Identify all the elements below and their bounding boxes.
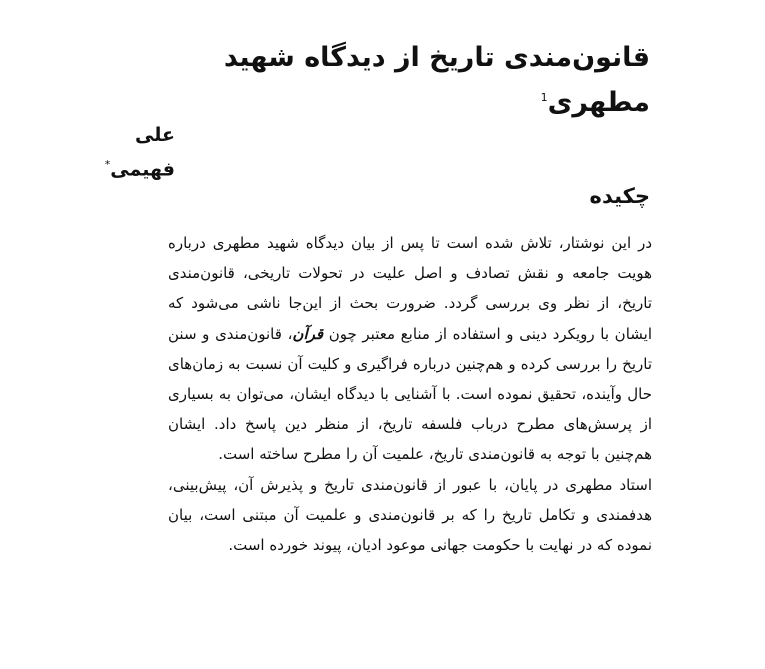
paper-title xyxy=(120,38,650,123)
abstract-body xyxy=(168,228,652,560)
abstract-paragraph-2: استاد مطهری در پایان، با عبور از قانون‌مندی تاریخ و پذیرش آن، پیش‌بینی، هدفمندی و تکامل تاریخ را که بر قانون‌مندی و علمیت آن مبتنی است، بیان نموده که در نهایت با حکومت جهانی موعود ادیان، پیوند خورده است. xyxy=(168,475,652,555)
abstract-paragraph-1 xyxy=(168,228,652,470)
author-footnote-marker: * xyxy=(104,158,111,171)
abstract-p1-part1: در این نوشتار، تلاش شده است تا پس از بیان دیدگاه شهید مطهری درباره هویت جامعه و نقش تصادف و اصل علیت در تحولات تاریخی، قانون‌مندی تاریخ، از نظر وی بررسی گردد. ضرورت بحث از این‌جا ناشی می‌شود که ایشان با رویکرد دینی و استفاده از منابع معتبر چون xyxy=(168,234,652,343)
author-name xyxy=(60,120,175,184)
abstract-heading: چکیده xyxy=(589,184,650,208)
paper-title-text: قانون‌مندی تاریخ از دیدگاه شهید مطهری xyxy=(223,42,650,118)
title-footnote-marker: 1 xyxy=(540,91,548,104)
abstract-quran-term: قرآن xyxy=(292,324,324,343)
abstract-p1-part2: ، قانون‌مندی و سنن تاریخ را بررسی کرده و هم‌چنین درباره فراگیری و کلیت آن نسبت به زمان‌های حال وآینده، تحقیق نموده است. با آشنایی با دیدگاه ایشان، می‌توان به بسیاری از پرسش‌های مطرح درباب فلسفه تاریخ، از منظر دین پاسخ داد. ایشان هم‌چنین با توجه به قانون‌مندی تاریخ، علمیت آن را مطرح ساخته است. xyxy=(168,324,652,464)
author-name-text: علی فهیمی xyxy=(110,124,175,181)
